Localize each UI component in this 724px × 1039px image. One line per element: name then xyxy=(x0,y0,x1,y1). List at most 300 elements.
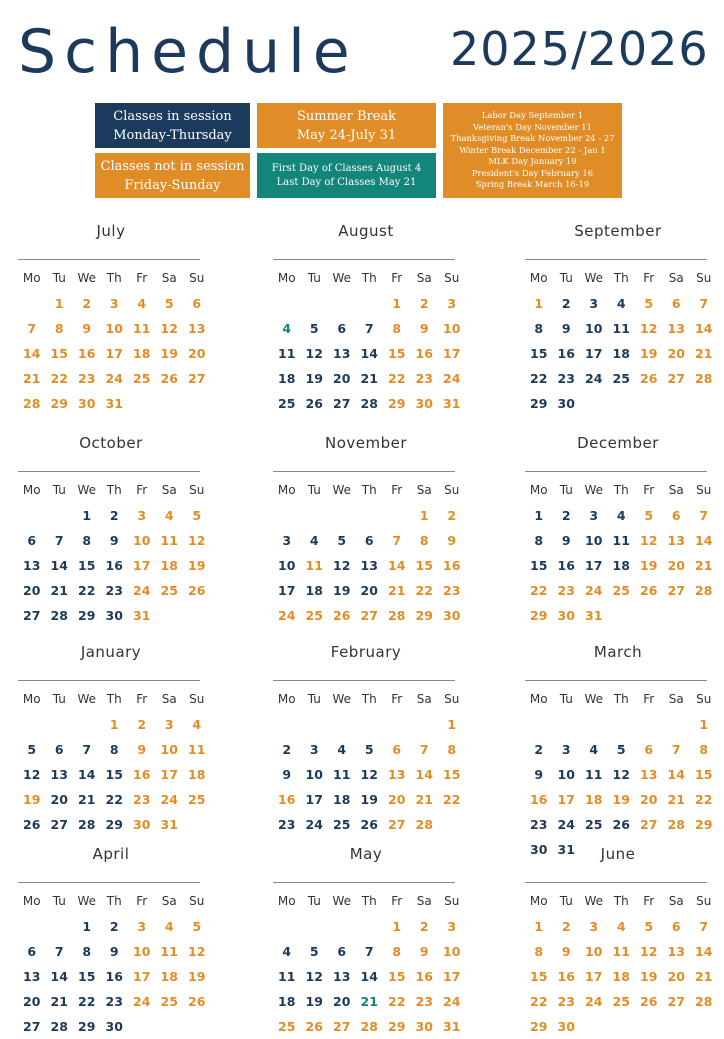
weekday-header: Su xyxy=(189,483,205,497)
day-cell: 31 xyxy=(443,396,461,411)
empty-cell xyxy=(46,503,74,528)
empty-cell xyxy=(328,503,356,528)
day-cell: 21 xyxy=(78,792,96,807)
day-cell: 25 xyxy=(585,817,603,832)
weekday-header: Tu xyxy=(52,692,66,706)
day-cell: 31 xyxy=(443,1019,461,1034)
empty-cell xyxy=(328,914,356,939)
day-cell: 20 xyxy=(360,583,378,598)
day-cell: 13 xyxy=(50,767,68,782)
weekday-header: We xyxy=(77,894,97,908)
day-cell: 9 xyxy=(282,767,292,782)
day-cell: 15 xyxy=(695,767,713,782)
day-cell: 21 xyxy=(695,969,713,984)
day-cell: 20 xyxy=(188,346,206,361)
weekday-header: Sa xyxy=(161,271,177,285)
day-cell: 17 xyxy=(557,792,575,807)
day-cell: 26 xyxy=(160,371,178,386)
month-november xyxy=(273,434,459,628)
month-divider xyxy=(273,471,455,472)
day-cell: 4 xyxy=(282,944,292,959)
day-cell: 23 xyxy=(105,994,123,1009)
day-cell: 8 xyxy=(392,944,402,959)
day-cell: 18 xyxy=(160,969,178,984)
weekday-header: Su xyxy=(696,894,712,908)
day-cell: 27 xyxy=(667,994,685,1009)
day-cell: 20 xyxy=(50,792,68,807)
day-cell: 3 xyxy=(447,296,457,311)
day-cell: 25 xyxy=(133,371,151,386)
month-march xyxy=(525,643,711,862)
day-cell: 26 xyxy=(305,396,323,411)
empty-cell xyxy=(411,712,439,737)
day-cell: 10 xyxy=(160,742,178,757)
month-december xyxy=(525,434,711,628)
legend-holidays xyxy=(443,103,622,198)
day-cell: 9 xyxy=(534,767,544,782)
day-cell: 13 xyxy=(23,969,41,984)
day-cell: 22 xyxy=(530,994,548,1009)
empty-cell xyxy=(18,291,46,316)
day-cell: 25 xyxy=(612,583,630,598)
day-cell: 16 xyxy=(443,558,461,573)
legend-first-last-day xyxy=(257,153,436,198)
weekday-header: Sa xyxy=(161,483,177,497)
day-cell: 9 xyxy=(419,944,429,959)
day-cell: 30 xyxy=(557,1019,575,1034)
day-cell: 21 xyxy=(50,583,68,598)
month-grid xyxy=(273,478,459,628)
day-cell: 25 xyxy=(333,817,351,832)
weekday-header: Mo xyxy=(529,483,548,497)
day-cell: 19 xyxy=(160,346,178,361)
holiday-item: President's Day February 16 xyxy=(471,167,594,178)
weekday-header: Mo xyxy=(277,894,296,908)
day-cell: 19 xyxy=(188,969,206,984)
day-cell: 5 xyxy=(616,742,626,757)
empty-cell xyxy=(356,712,384,737)
day-cell: 17 xyxy=(305,792,323,807)
day-cell: 4 xyxy=(616,296,626,311)
legend-not-in-session-line2: Friday-Sunday xyxy=(124,177,221,193)
day-cell: 11 xyxy=(160,533,178,548)
month-grid xyxy=(18,266,204,416)
empty-cell xyxy=(73,712,101,737)
day-cell: 8 xyxy=(392,321,402,336)
weekday-header: We xyxy=(332,271,352,285)
day-cell: 1 xyxy=(534,508,544,523)
month-july xyxy=(18,222,204,416)
day-cell: 18 xyxy=(612,558,630,573)
day-cell: 21 xyxy=(360,994,378,1009)
day-cell: 14 xyxy=(50,969,68,984)
empty-cell xyxy=(525,712,553,737)
empty-cell xyxy=(635,712,663,737)
day-cell: 3 xyxy=(589,296,599,311)
day-cell: 30 xyxy=(105,608,123,623)
day-cell: 4 xyxy=(616,919,626,934)
day-cell: 8 xyxy=(109,742,119,757)
day-cell: 28 xyxy=(78,817,96,832)
day-cell: 26 xyxy=(333,608,351,623)
month-name: December xyxy=(577,434,659,452)
empty-cell xyxy=(663,712,691,737)
day-cell: 18 xyxy=(160,558,178,573)
month-february xyxy=(273,643,459,837)
day-cell: 6 xyxy=(671,508,681,523)
weekday-header: Mo xyxy=(277,692,296,706)
weekday-header: Th xyxy=(613,483,629,497)
weekday-header: Tu xyxy=(307,271,321,285)
month-name: February xyxy=(330,643,402,661)
day-cell: 10 xyxy=(133,533,151,548)
day-cell: 15 xyxy=(105,767,123,782)
weekday-header: Su xyxy=(444,894,460,908)
day-cell: 22 xyxy=(78,994,96,1009)
day-cell: 31 xyxy=(160,817,178,832)
day-cell: 4 xyxy=(192,717,202,732)
weekday-header: Mo xyxy=(22,271,41,285)
weekday-header: We xyxy=(332,483,352,497)
day-cell: 22 xyxy=(105,792,123,807)
day-cell: 27 xyxy=(333,1019,351,1034)
day-cell: 30 xyxy=(557,608,575,623)
day-cell: 6 xyxy=(644,742,654,757)
month-divider xyxy=(525,259,707,260)
month-divider xyxy=(525,471,707,472)
empty-cell xyxy=(46,712,74,737)
day-cell: 3 xyxy=(109,296,119,311)
day-cell: 3 xyxy=(137,919,147,934)
legend-summer-line2: May 24-July 31 xyxy=(296,127,397,143)
weekday-header: Mo xyxy=(22,894,41,908)
month-name: May xyxy=(349,845,383,863)
day-cell: 14 xyxy=(667,767,685,782)
day-cell: 19 xyxy=(612,792,630,807)
day-cell: 13 xyxy=(640,767,658,782)
day-cell: 10 xyxy=(443,321,461,336)
day-cell: 2 xyxy=(419,919,429,934)
day-cell: 7 xyxy=(364,944,374,959)
day-cell: 11 xyxy=(612,533,630,548)
day-cell: 10 xyxy=(585,321,603,336)
day-cell: 9 xyxy=(561,944,571,959)
day-cell: 1 xyxy=(534,296,544,311)
day-cell: 14 xyxy=(360,346,378,361)
day-cell: 24 xyxy=(443,994,461,1009)
day-cell: 25 xyxy=(160,994,178,1009)
weekday-header: Su xyxy=(696,483,712,497)
day-cell: 26 xyxy=(360,817,378,832)
day-cell: 12 xyxy=(188,533,206,548)
weekday-header: Tu xyxy=(559,483,573,497)
day-cell: 20 xyxy=(667,558,685,573)
day-cell: 16 xyxy=(415,346,433,361)
month-september xyxy=(525,222,711,416)
weekday-header: Fr xyxy=(643,483,655,497)
month-may xyxy=(273,845,459,1039)
legend-not-in-session-line1: Classes not in session xyxy=(100,158,245,174)
day-cell: 15 xyxy=(443,767,461,782)
day-cell: 22 xyxy=(388,371,406,386)
day-cell: 31 xyxy=(557,842,575,857)
day-cell: 16 xyxy=(105,969,123,984)
day-cell: 30 xyxy=(415,1019,433,1034)
day-cell: 1 xyxy=(82,919,92,934)
day-cell: 28 xyxy=(50,1019,68,1034)
day-cell: 28 xyxy=(360,1019,378,1034)
weekday-header: We xyxy=(332,692,352,706)
day-cell: 7 xyxy=(699,919,709,934)
month-name: August xyxy=(338,222,394,240)
day-cell: 17 xyxy=(443,969,461,984)
day-cell: 16 xyxy=(415,969,433,984)
day-cell: 2 xyxy=(419,296,429,311)
day-cell: 15 xyxy=(388,969,406,984)
day-cell: 1 xyxy=(699,717,709,732)
empty-cell xyxy=(356,503,384,528)
month-name: April xyxy=(92,845,130,863)
day-cell: 8 xyxy=(534,321,544,336)
day-cell: 5 xyxy=(364,742,374,757)
day-cell: 15 xyxy=(78,558,96,573)
month-january xyxy=(18,643,204,837)
day-cell: 23 xyxy=(78,371,96,386)
day-cell: 24 xyxy=(133,994,151,1009)
weekday-header: Su xyxy=(696,271,712,285)
day-cell: 5 xyxy=(644,508,654,523)
day-cell: 9 xyxy=(447,533,457,548)
day-cell: 17 xyxy=(133,558,151,573)
month-grid xyxy=(18,889,204,1039)
day-cell: 4 xyxy=(164,919,174,934)
day-cell: 29 xyxy=(415,608,433,623)
weekday-header: Mo xyxy=(277,483,296,497)
day-cell: 13 xyxy=(360,558,378,573)
day-cell: 25 xyxy=(160,583,178,598)
day-cell: 23 xyxy=(557,994,575,1009)
day-cell: 3 xyxy=(282,533,292,548)
day-cell: 24 xyxy=(557,817,575,832)
weekday-header: Tu xyxy=(559,894,573,908)
day-cell: 2 xyxy=(109,919,119,934)
day-cell: 29 xyxy=(530,1019,548,1034)
weekday-header: We xyxy=(77,271,97,285)
day-cell: 28 xyxy=(50,608,68,623)
month-name: March xyxy=(593,643,643,661)
weekday-header: Sa xyxy=(416,692,432,706)
month-divider xyxy=(273,882,455,883)
day-cell: 18 xyxy=(278,994,296,1009)
weekday-header: Tu xyxy=(559,692,573,706)
day-cell: 5 xyxy=(337,533,347,548)
day-cell: 2 xyxy=(82,296,92,311)
day-cell: 1 xyxy=(419,508,429,523)
day-cell: 7 xyxy=(54,944,64,959)
day-cell: 10 xyxy=(305,767,323,782)
day-cell: 27 xyxy=(667,371,685,386)
month-divider xyxy=(18,471,200,472)
day-cell: 8 xyxy=(419,533,429,548)
day-cell: 22 xyxy=(50,371,68,386)
day-cell: 6 xyxy=(392,742,402,757)
day-cell: 7 xyxy=(699,508,709,523)
holiday-item: Labor Day September 1 xyxy=(481,109,584,120)
weekday-header: We xyxy=(584,271,604,285)
day-cell: 12 xyxy=(160,321,178,336)
day-cell: 12 xyxy=(23,767,41,782)
day-cell: 6 xyxy=(337,944,347,959)
day-cell: 11 xyxy=(305,558,323,573)
day-cell: 5 xyxy=(644,919,654,934)
weekday-header: Th xyxy=(106,483,122,497)
day-cell: 28 xyxy=(695,994,713,1009)
day-cell: 12 xyxy=(640,533,658,548)
day-cell: 8 xyxy=(54,321,64,336)
day-cell: 12 xyxy=(305,346,323,361)
month-grid xyxy=(525,266,711,416)
day-cell: 5 xyxy=(164,296,174,311)
month-name: January xyxy=(80,643,142,661)
day-cell: 8 xyxy=(447,742,457,757)
day-cell: 29 xyxy=(78,1019,96,1034)
day-cell: 13 xyxy=(667,533,685,548)
day-cell: 13 xyxy=(188,321,206,336)
day-cell: 14 xyxy=(78,767,96,782)
weekday-header: Th xyxy=(613,894,629,908)
weekday-header: Sa xyxy=(416,271,432,285)
day-cell: 24 xyxy=(585,371,603,386)
day-cell: 29 xyxy=(78,608,96,623)
month-grid xyxy=(273,889,459,1039)
day-cell: 9 xyxy=(561,321,571,336)
day-cell: 6 xyxy=(54,742,64,757)
legend-summer-break xyxy=(257,103,436,148)
day-cell: 21 xyxy=(50,994,68,1009)
month-name: November xyxy=(324,434,408,452)
day-cell: 26 xyxy=(305,1019,323,1034)
day-cell: 27 xyxy=(640,817,658,832)
day-cell: 30 xyxy=(78,396,96,411)
holiday-item: Winter Break December 22 - Jan 1 xyxy=(459,144,606,155)
weekday-header: Su xyxy=(696,692,712,706)
day-cell: 9 xyxy=(109,944,119,959)
school-year: 2025/2026 xyxy=(450,22,709,76)
empty-cell xyxy=(273,291,301,316)
day-cell: 24 xyxy=(443,371,461,386)
month-august xyxy=(273,222,459,416)
day-cell: 5 xyxy=(192,508,202,523)
day-cell: 20 xyxy=(333,994,351,1009)
weekday-header: Mo xyxy=(529,271,548,285)
empty-cell xyxy=(301,291,329,316)
month-divider xyxy=(273,259,455,260)
day-cell: 29 xyxy=(388,396,406,411)
day-cell: 4 xyxy=(589,742,599,757)
legend-not-in-session xyxy=(95,153,250,198)
day-cell: 29 xyxy=(530,396,548,411)
legend-in-session-line1: Classes in session xyxy=(113,108,232,124)
weekday-header: Th xyxy=(361,271,377,285)
weekday-header: Th xyxy=(106,692,122,706)
day-cell: 19 xyxy=(305,994,323,1009)
day-cell: 24 xyxy=(160,792,178,807)
month-name: September xyxy=(574,222,662,240)
month-april xyxy=(18,845,204,1039)
day-cell: 4 xyxy=(137,296,147,311)
day-cell: 2 xyxy=(561,508,571,523)
day-cell: 29 xyxy=(695,817,713,832)
day-cell: 7 xyxy=(419,742,429,757)
day-cell: 24 xyxy=(105,371,123,386)
day-cell: 16 xyxy=(78,346,96,361)
weekday-header: We xyxy=(584,692,604,706)
day-cell: 12 xyxy=(305,969,323,984)
day-cell: 3 xyxy=(447,919,457,934)
day-cell: 30 xyxy=(530,842,548,857)
month-name: October xyxy=(79,434,143,452)
day-cell: 10 xyxy=(105,321,123,336)
day-cell: 8 xyxy=(82,533,92,548)
day-cell: 26 xyxy=(23,817,41,832)
day-cell: 25 xyxy=(278,1019,296,1034)
weekday-header: Mo xyxy=(529,692,548,706)
day-cell: 26 xyxy=(188,583,206,598)
month-october xyxy=(18,434,204,628)
day-cell: 13 xyxy=(388,767,406,782)
day-cell: 3 xyxy=(309,742,319,757)
day-cell: 28 xyxy=(695,583,713,598)
day-cell: 30 xyxy=(133,817,151,832)
day-cell: 20 xyxy=(23,994,41,1009)
holiday-item: Thanksgiving Break November 24 - 27 xyxy=(450,133,615,144)
legend-last-day: Last Day of Classes May 21 xyxy=(276,176,417,188)
day-cell: 20 xyxy=(667,346,685,361)
weekday-header: Su xyxy=(189,692,205,706)
weekday-header: Sa xyxy=(416,483,432,497)
day-cell: 20 xyxy=(667,969,685,984)
day-cell: 16 xyxy=(557,558,575,573)
day-cell: 14 xyxy=(695,321,713,336)
day-cell: 4 xyxy=(337,742,347,757)
day-cell: 13 xyxy=(667,321,685,336)
day-cell: 23 xyxy=(415,994,433,1009)
day-cell: 27 xyxy=(333,396,351,411)
weekday-header: Fr xyxy=(136,692,148,706)
day-cell: 16 xyxy=(105,558,123,573)
weekday-header: Tu xyxy=(307,894,321,908)
day-cell: 24 xyxy=(133,583,151,598)
day-cell: 22 xyxy=(415,583,433,598)
weekday-header: Fr xyxy=(643,271,655,285)
day-cell: 16 xyxy=(133,767,151,782)
day-cell: 22 xyxy=(695,792,713,807)
day-cell: 1 xyxy=(447,717,457,732)
day-cell: 2 xyxy=(137,717,147,732)
day-cell: 23 xyxy=(443,583,461,598)
day-cell: 14 xyxy=(388,558,406,573)
day-cell: 4 xyxy=(309,533,319,548)
day-cell: 16 xyxy=(557,346,575,361)
empty-cell xyxy=(553,712,581,737)
weekday-header: Sa xyxy=(416,894,432,908)
empty-cell xyxy=(301,914,329,939)
day-cell: 5 xyxy=(192,919,202,934)
day-cell: 23 xyxy=(557,583,575,598)
empty-cell xyxy=(301,712,329,737)
month-grid xyxy=(525,478,711,628)
day-cell: 14 xyxy=(695,533,713,548)
